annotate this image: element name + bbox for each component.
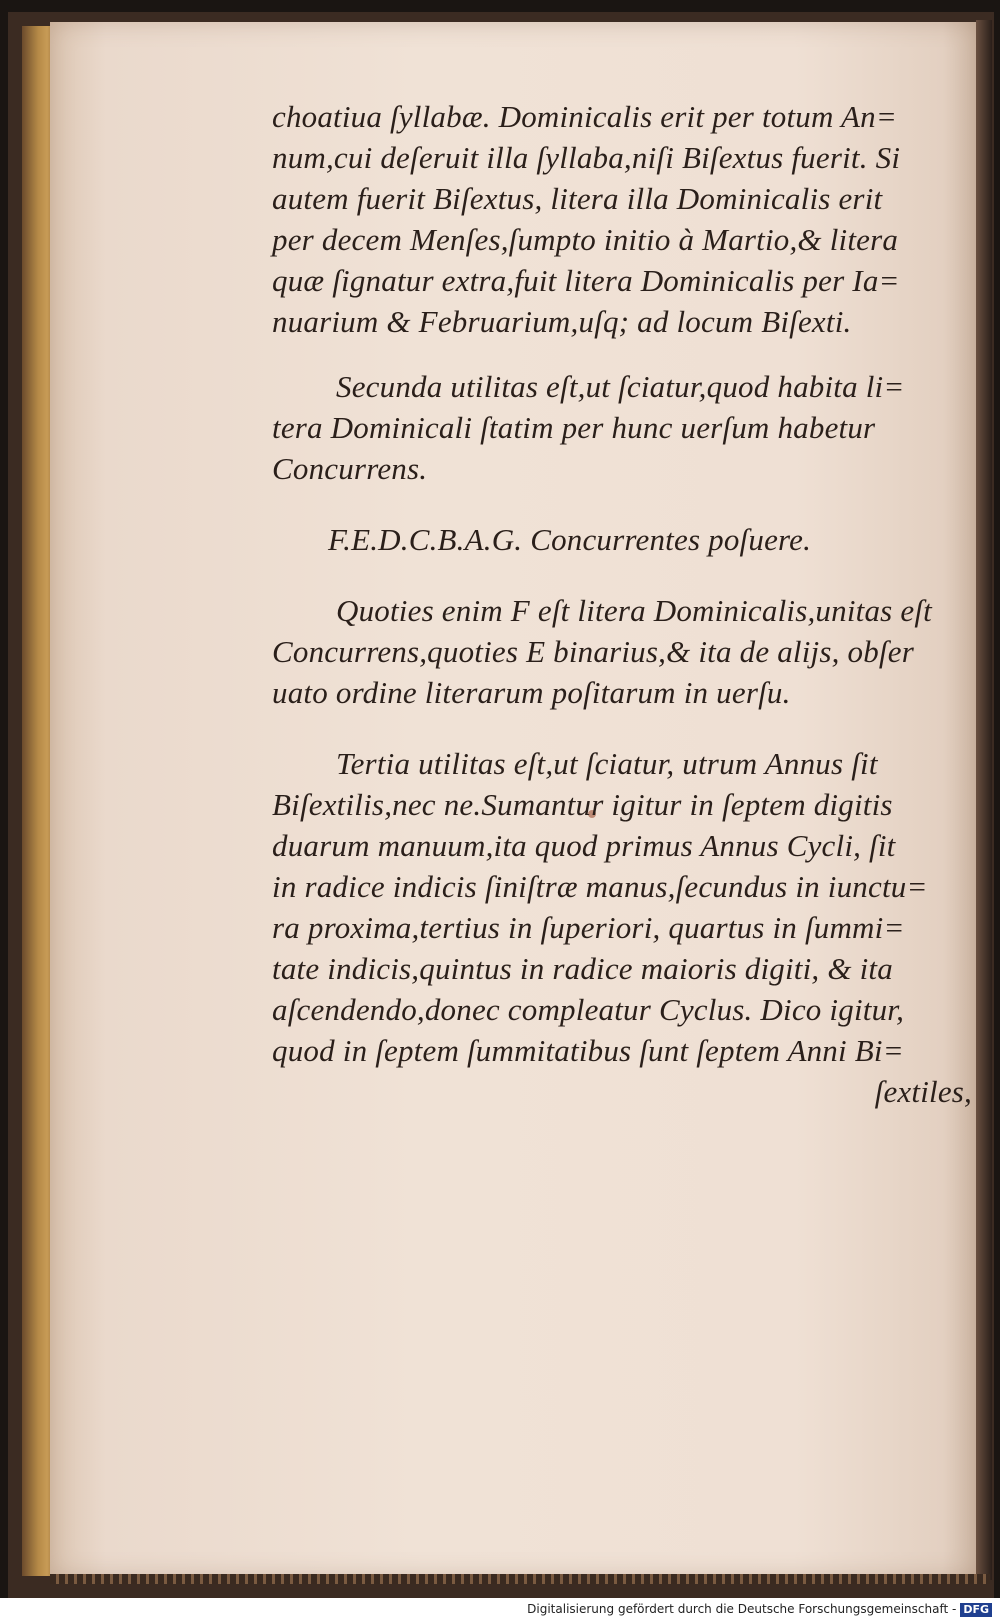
text-line: per decem Menſes,ſumpto initio à Martio,& litera bbox=[272, 222, 899, 257]
page-bottom-edge bbox=[50, 1574, 990, 1584]
text-line: tate indicis,quintus in radice maioris digiti, & ita bbox=[272, 951, 893, 986]
text-line: quod in ſeptem ſummitatibus ſunt ſeptem Anni Bi= bbox=[272, 1033, 904, 1068]
dfg-logo: DFG bbox=[960, 1603, 992, 1617]
text-line: Biſextilis,nec ne.Sumantur igitur in ſeptem digitis bbox=[272, 787, 893, 822]
text-line: Tertia utilitas eſt,ut ſciatur, utrum Annus ſit bbox=[336, 746, 878, 781]
text-line: nuarium & Februarium,uſq; ad locum Biſexti. bbox=[272, 304, 852, 339]
text-line: Quoties enim F eſt litera Dominicalis,unitas eſt bbox=[336, 593, 932, 628]
text-line: quæ ſignatur extra,fuit litera Dominicalis per Ia= bbox=[272, 263, 900, 298]
text-line: Concurrens. bbox=[272, 451, 428, 486]
text-line: num,cui deſeruit illa ſyllaba,niſi Biſextus fuerit. Si bbox=[272, 140, 901, 175]
text-line: choatiua ſyllabæ. Dominicalis erit per totum An= bbox=[272, 99, 897, 134]
verse-line: F.E.D.C.B.A.G. Concurrentes poſuere. bbox=[328, 522, 812, 557]
text-line: aſcendendo,donec compleatur Cyclus. Dico igitur, bbox=[272, 992, 905, 1027]
text-line: uato ordine literarum poſitarum in uerſu. bbox=[272, 675, 791, 710]
binding-edge bbox=[976, 20, 992, 1580]
paragraph bbox=[272, 590, 972, 713]
paragraph bbox=[272, 96, 972, 342]
footer-credit: Digitalisierung gefördert durch die Deutsche Forschungsgemeinschaft - bbox=[527, 1602, 957, 1616]
catchword: ſextiles, bbox=[874, 1074, 972, 1109]
footer bbox=[0, 1598, 1000, 1620]
text-line: duarum manuum,ita quod primus Annus Cycli, ſit bbox=[272, 828, 896, 863]
text-line: Secunda utilitas eſt,ut ſciatur,quod habita li= bbox=[336, 369, 905, 404]
paragraph bbox=[272, 743, 972, 1071]
text-line: tera Dominicali ſtatim per hunc uerſum habetur bbox=[272, 410, 876, 445]
text-line: Concurrens,quoties E binarius,& ita de alijs, obſer bbox=[272, 634, 914, 669]
page-text bbox=[272, 96, 972, 1112]
paragraph bbox=[272, 366, 972, 489]
text-line: ra proxima,tertius in ſuperiori, quartus in ſummi= bbox=[272, 910, 905, 945]
text-line: autem fuerit Biſextus, litera illa Dominicalis erit bbox=[272, 181, 883, 216]
text-line: in radice indicis ſiniſtræ manus,ſecundus in iunctu= bbox=[272, 869, 928, 904]
